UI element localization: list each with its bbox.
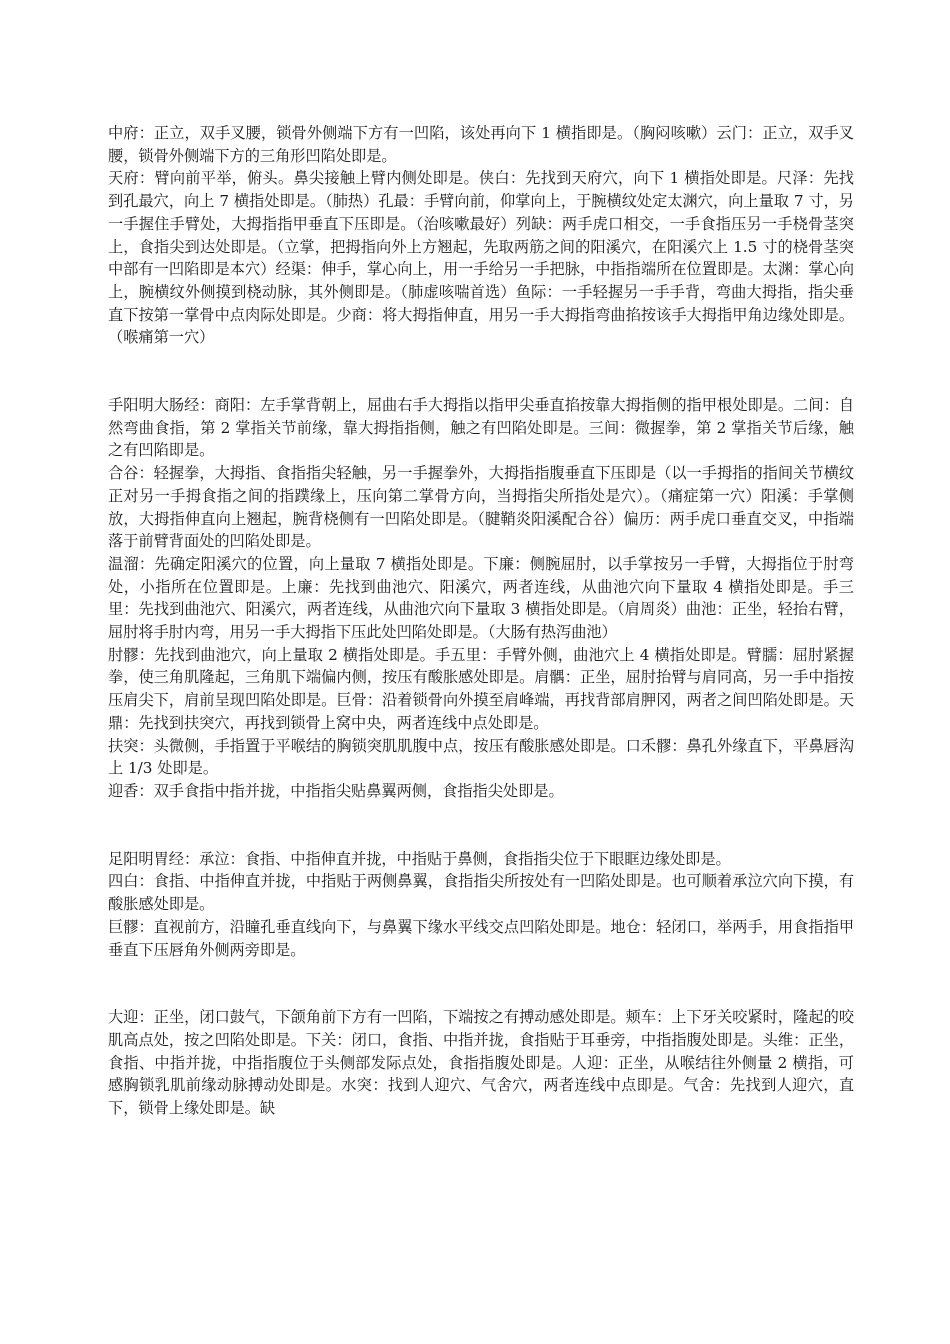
- large-intestine-meridian-section: [108, 394, 854, 803]
- paragraph: 温溜：先确定阳溪穴的位置，向上量取 7 横指处即是。下廉：侧腕屈肘，以手掌按另一手臂，大拇指位于肘弯处，小指所在位置即是。上廉：先找到曲池穴、阳溪穴，两者连线，从曲池穴向下量取 4 横指处即是。手三里：先找到曲池穴、阳溪穴，两者连线，从曲池穴向下量取 3 横指处即是。（肩周炎）曲池：正坐，轻抬右臂，屈肘将手肘内弯，用另一手大拇指下压此处凹陷处即是。（大肠有热泻曲池）: [108, 554, 854, 642]
- paragraph: 合谷：轻握拳，大拇指、食指指尖轻触，另一手握拳外，大拇指指腹垂直下压即是（以一手拇指的指间关节横纹正对另一手拇食指之间的指蹼缘上，压向第二掌骨方向，当拇指尖所指处是穴）。（痛症第一穴）阳溪：手掌侧放，大拇指伸直向上翘起，腕背桡侧有一凹陷处即是。（腱鞘炎阳溪配合谷）偏历：两手虎口垂直交叉，中指端落于前臂背面处的凹陷处即是。: [108, 464, 854, 551]
- paragraph: 迎香：双手食指中指并拢，中指指尖贴鼻翼两侧，食指指尖处即是。: [108, 781, 564, 800]
- stomach-meridian-continued-section: [108, 1006, 854, 1120]
- section-gap: [108, 961, 854, 1006]
- paragraph: 扶突：头微侧，手指置于平喉结的胸锁突肌肌腹中点，按压有酸胀感处即是。口禾髎：鼻孔外缘直下，平鼻唇沟上 1/3 处即是。: [108, 736, 854, 778]
- paragraph: 肘髎：先找到曲池穴，向上量取 2 横指处即是。手五里：手臂外侧，曲池穴上 4 横指处即是。臂臑：屈肘紧握拳，使三角肌隆起，三角肌下端偏内侧，按压有酸胀感处即是。肩髃：正坐，屈肘抬臂与肩同高，另一手中指按压肩尖下，肩前呈现凹陷处即是。巨骨：沿着锁骨向外摸至肩峰端，再找背部肩胛冈，两者之间凹陷处即是。天鼎：先找到扶突穴，再找到锁骨上窝中央，两者连线中点处即是。: [108, 645, 854, 732]
- paragraph: 中府：正立，双手叉腰，锁骨外侧端下方有一凹陷，该处再向下 1 横指即是。（胸闷咳嗽）云门：正立，双手叉腰，锁骨外侧端下方的三角形凹陷处即是。: [108, 124, 854, 165]
- stomach-meridian-section: [108, 848, 854, 962]
- section-gap: [108, 349, 854, 394]
- paragraph: 四白：食指、中指伸直并拢，中指贴于两侧鼻翼，食指指尖所按处有一凹陷处即是。也可顺着承泣穴向下摸，有酸胀感处即是。: [108, 872, 854, 914]
- paragraph: 天府：臂向前平举，俯头。鼻尖接触上臂内侧处即是。侠白：先找到天府穴，向下 1 横指处即是。尺泽：先找到孔最穴，向上 7 横指处即是。（肺热）孔最：手臂向前，仰掌向上，于腕横纹处定太渊穴，向上量取 7 寸，另一手握住手臂处，大拇指指甲垂直下压即是。（治咳嗽最好）列缺：两手虎口相交，一手食指压另一手桡骨茎突上，食指尖到达处即是。（立掌，把拇指向外上方翘起，先取两筋之间的阳溪穴，在阳溪穴上 1.5 寸的桡骨茎突中部有一凹陷即是本穴）经渠：伸手，掌心向上，用一手给另一手把脉，中指指端所在位置即是。太渊：掌心向上，腕横纹外侧摸到桡动脉，其外侧即是。（肺虚咳喘首选）鱼际：一手轻握另一手手背，弯曲大拇指，指尖垂直下按第一掌骨中点肉际处即是。少商：将大拇指伸直，用另一手大拇指弯曲掐按该手大拇指甲角边缘处即是。（喉痛第一穴）: [108, 169, 854, 347]
- document-page: [108, 122, 854, 1120]
- paragraph: 大迎：正坐，闭口鼓气，下颌角前下方有一凹陷，下端按之有搏动感处即是。颊车：上下牙关咬紧时，隆起的咬肌高点处，按之凹陷处即是。下关：闭口，食指、中指并拢，食指贴于耳垂旁，中指指腹处即是。头维：正坐，食指、中指并拢，中指指腹位于头侧部发际点处，食指指腹处即是。人迎：正坐，从喉结往外侧量 2 横指，可感胸锁乳肌前缘动脉搏动处即是。水突：找到人迎穴、气舍穴，两者连线中点即是。气舍：先找到人迎穴，直下，锁骨上缘处即是。缺: [108, 1008, 854, 1118]
- section-gap: [108, 803, 854, 848]
- paragraph: 手阳明大肠经：商阳：左手掌背朝上，屈曲右手大拇指以指甲尖垂直掐按靠大拇指侧的指甲根处即是。二间：自然弯曲食指，第 2 掌指关节前缘，靠大拇指指侧，触之有凹陷处即是。三间：微握拳，第 2 掌指关节后缘，触之有凹陷即是。: [108, 396, 854, 460]
- paragraph: 足阳明胃经：承泣：食指、中指伸直并拢，中指贴于鼻侧，食指指尖位于下眼眶边缘处即是。: [108, 849, 731, 868]
- lung-meridian-section: [108, 122, 854, 349]
- paragraph: 巨髎：直视前方，沿瞳孔垂直线向下，与鼻翼下缘水平线交点凹陷处即是。地仓：轻闭口，举两手，用食指指甲垂直下压唇角外侧两旁即是。: [108, 917, 854, 959]
